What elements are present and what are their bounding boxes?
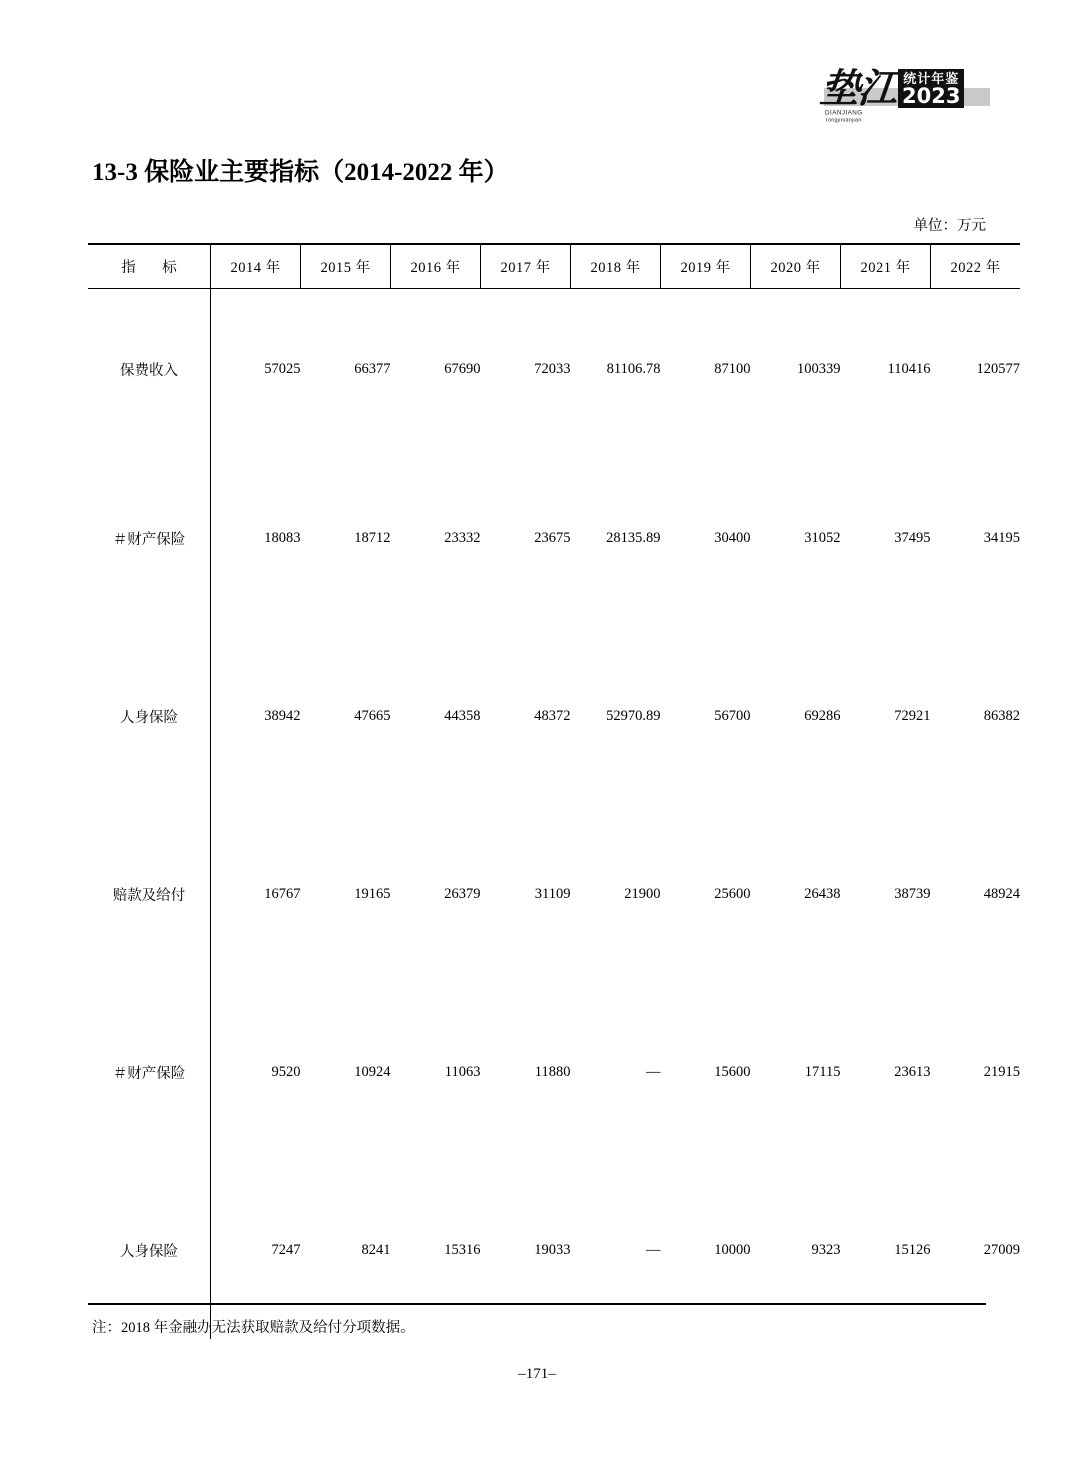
column-header-2014: 2014 年 [211, 244, 301, 289]
cell-value: 48924 [983, 885, 1020, 902]
cell-value: 21900 [624, 885, 661, 902]
cell-value: — [646, 1063, 661, 1080]
cell-value: 10000 [714, 1241, 751, 1258]
table-body [88, 289, 1020, 1340]
cell-value: 100339 [797, 360, 841, 377]
cell-value: 11063 [444, 1063, 481, 1080]
column-header-2016: 2016 年 [391, 244, 481, 289]
table-header [88, 244, 1020, 289]
row-label: 人身保险 [88, 1161, 211, 1339]
column-header-2015: 2015 年 [301, 244, 391, 289]
table-bottom-rule [88, 1303, 986, 1305]
cell-value: 28135.89 [606, 529, 661, 546]
column-header-2017: 2017 年 [481, 244, 571, 289]
cell-value: 15126 [894, 1241, 931, 1258]
row-label: 人身保险 [88, 627, 211, 805]
cell-value: 21915 [983, 1063, 1020, 1080]
row-label: ＃财产保险 [88, 449, 211, 627]
cell-value: 23332 [444, 529, 481, 546]
cell-value: 47665 [354, 707, 391, 724]
cell-value: 30400 [714, 529, 751, 546]
cell-value: 86382 [983, 707, 1020, 724]
cell-value: 38942 [264, 707, 301, 724]
page-title: 13-3 保险业主要指标（2014-2022 年） [92, 159, 509, 186]
cell-value: 26379 [444, 885, 481, 902]
cell-value: 56700 [714, 707, 751, 724]
cell-value: 27009 [983, 1241, 1020, 1258]
column-header-2020: 2020 年 [751, 244, 841, 289]
table-note: 注：2018 年金融办无法获取赔款及给付分项数据。 [92, 1320, 415, 1336]
column-header-indicator: 指 标 [88, 244, 211, 289]
table-row [88, 805, 1020, 983]
unit-label: 单位：万元 [913, 218, 986, 234]
cell-value: 26438 [804, 885, 841, 902]
cell-value: 87100 [714, 360, 751, 377]
cell-value: 120577 [976, 360, 1020, 377]
cell-value: 23613 [894, 1063, 931, 1080]
logo-script-text: 垫江 [817, 66, 899, 111]
cell-value: 38739 [894, 885, 931, 902]
cell-value: 19165 [354, 885, 391, 902]
cell-value: 9323 [811, 1241, 841, 1258]
cell-value: 16767 [264, 885, 301, 902]
cell-value: 23675 [534, 529, 571, 546]
column-header-2022: 2022 年 [931, 244, 1021, 289]
cell-value: 7247 [271, 1241, 301, 1258]
column-header-2021: 2021 年 [841, 244, 931, 289]
cell-value: 31052 [804, 529, 841, 546]
table-row [88, 449, 1020, 627]
cell-value: 9520 [271, 1063, 301, 1080]
cell-value: 69286 [804, 707, 841, 724]
table-row [88, 1161, 1020, 1339]
cell-value: 81106.78 [606, 360, 661, 377]
cell-value: 15600 [714, 1063, 751, 1080]
cell-value: 52970.89 [606, 707, 661, 724]
statistics-table-wrapper [88, 243, 1020, 1339]
cell-value: 72033 [534, 360, 571, 377]
table-row [88, 627, 1020, 805]
cell-value: 44358 [444, 707, 481, 724]
cell-value: 67690 [444, 360, 481, 377]
cell-value: 10924 [354, 1063, 391, 1080]
cell-value: 48372 [534, 707, 571, 724]
cell-value: 25600 [714, 885, 751, 902]
cell-value: 34195 [983, 529, 1020, 546]
cell-value: 19033 [534, 1241, 571, 1258]
row-label: ＃财产保险 [88, 983, 211, 1161]
table-row [88, 983, 1020, 1161]
logo-badge-label: 统计年鉴 [903, 71, 960, 86]
cell-value: 18712 [354, 529, 391, 546]
row-label: 保费收入 [88, 289, 211, 450]
cell-value: 31109 [534, 885, 571, 902]
logo-pinyin-top: DIANJIANG [825, 110, 863, 117]
logo-pinyin-bottom: Tongjinianjian [825, 118, 862, 124]
column-header-2019: 2019 年 [661, 244, 751, 289]
cell-value: 66377 [354, 360, 391, 377]
row-label: 赔款及给付 [88, 805, 211, 983]
yearbook-logo [817, 52, 980, 124]
cell-value: 110416 [887, 360, 931, 377]
page-number: –171– [518, 1366, 556, 1382]
column-header-2018: 2018 年 [571, 244, 661, 289]
cell-value: 15316 [444, 1241, 481, 1258]
cell-value: 72921 [894, 707, 931, 724]
table-header-row [88, 244, 1020, 289]
cell-value: 11880 [534, 1063, 571, 1080]
logo-badge-year: 2023 [902, 84, 961, 108]
cell-value: 8241 [361, 1241, 391, 1258]
statistics-table [88, 243, 1020, 1339]
cell-value: 17115 [804, 1063, 841, 1080]
logo-badge [898, 69, 964, 108]
cell-value: 18083 [264, 529, 301, 546]
cell-value: 57025 [264, 360, 301, 377]
cell-value: — [646, 1241, 661, 1258]
cell-value: 37495 [894, 529, 931, 546]
table-row [88, 289, 1020, 450]
